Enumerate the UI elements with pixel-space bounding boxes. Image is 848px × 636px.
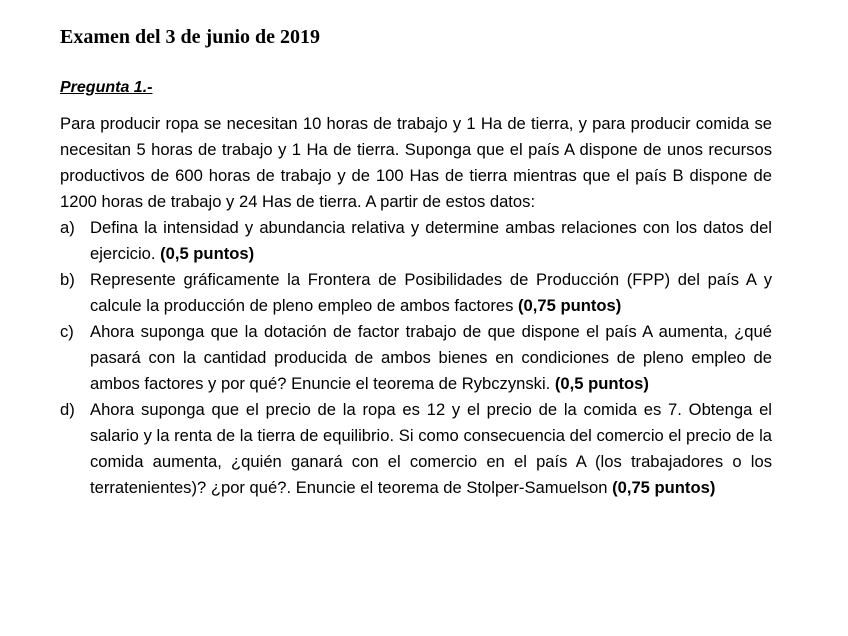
item-text: Defina la intensidad y abundancia relativa y determine ambas relaciones con los datos del ejercicio. — [90, 218, 772, 263]
item-text: Represente gráficamente la Frontera de Posibilidades de Producción (FPP) del país A y calcule la producción de pleno empleo de ambos factores — [90, 270, 772, 315]
question-intro: Para producir ropa se necesitan 10 horas de trabajo y 1 Ha de tierra, y para producir comida se necesitan 5 horas de trabajo y 1 Ha de tierra. Suponga que el país A dispone de unos recursos productivos de 600 horas de trabajo y de 100 Has de tierra mientras que el país B dispone de 1200 horas de trabajo y 24 Has de tierra. A partir de estos datos: — [60, 114, 772, 211]
item-text: Ahora suponga que el precio de la ropa es 12 y el precio de la comida es 7. Obtenga el salario y la renta de la tierra de equilibrio. Si como consecuencia del comercio el precio de la comida aumenta, ¿quién ganará con el comercio en el país A (los trabajadores o los terratenientes)? ¿por qué?. Enuncie el teorema de Stolper-Samuelson — [90, 400, 772, 497]
item-letter: b) — [60, 270, 75, 289]
item-letter: d) — [60, 400, 75, 419]
document-page — [60, 24, 772, 501]
question-item-list — [60, 215, 772, 501]
item-points: (0,75 puntos) — [518, 296, 622, 315]
question-heading: Pregunta 1.- — [60, 79, 153, 96]
item-text: Ahora suponga que la dotación de factor trabajo de que dispone el país A aumenta, ¿qué pasará con la cantidad producida de ambos bienes en condiciones de pleno empleo de ambos factores y por qué? Enuncie el teorema de Rybczynski. — [90, 322, 772, 393]
item-letter: a) — [60, 218, 75, 237]
item-letter: c) — [60, 322, 74, 341]
item-text-container — [90, 267, 772, 319]
item-text-container — [90, 215, 772, 267]
question-item-d — [60, 397, 772, 501]
question-item-a — [60, 215, 772, 267]
item-points: (0,5 puntos) — [554, 374, 649, 393]
exam-title: Examen del 3 de junio de 2019 — [60, 26, 321, 48]
item-text-container — [90, 397, 772, 501]
item-text-container — [90, 319, 772, 397]
item-points: (0,5 puntos) — [160, 244, 255, 263]
question-item-c — [60, 319, 772, 397]
item-points: (0,75 puntos) — [612, 478, 716, 497]
question-item-b — [60, 267, 772, 319]
